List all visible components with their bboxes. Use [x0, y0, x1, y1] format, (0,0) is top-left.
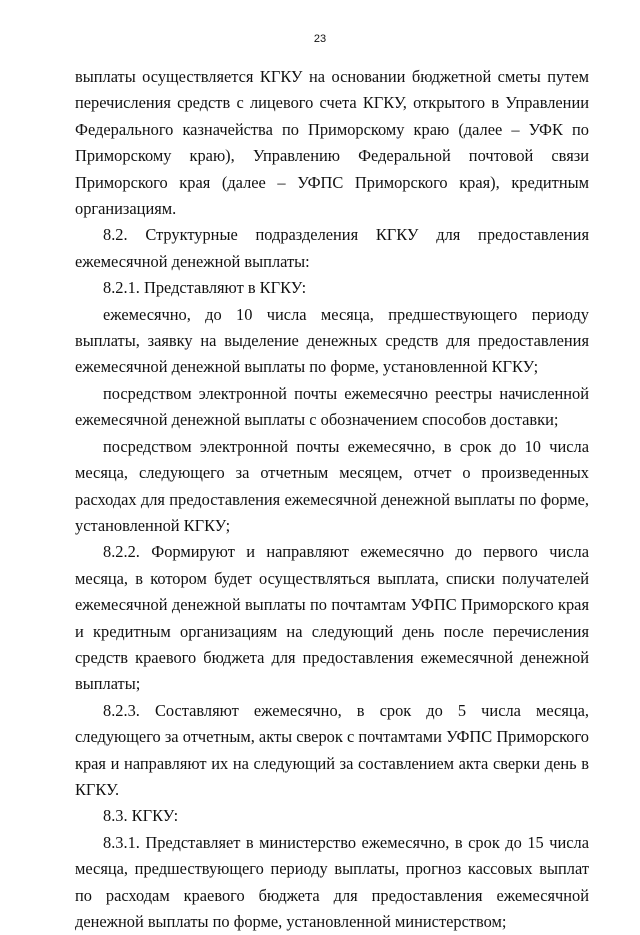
paragraph-monthly-request: ежемесячно, до 10 числа месяца, предшествующего периоду выплаты, заявку на выделение денежных средств для предоставления ежемесячной денежной выплаты по форме, установленной КГКУ; [75, 304, 589, 377]
paragraph-8-2-2: 8.2.2. Формируют и направляют ежемесячно до первого числа месяца, в котором будет осуществляться выплата, списки получателей ежемесячной денежной выплаты по почтамтам УФПС Приморского края и кредитным организациям на следующий день после перечисления средств краевого бюджета для предоставления ежемесячной денежной выплаты; [75, 542, 589, 694]
paragraph-continuation: выплаты осуществляется КГКУ на основании бюджетной сметы путем перечисления средств с лицевого счета КГКУ, открытого в Управлении Федерального казначейства по Приморскому краю (далее – УФК по Приморскому краю), Управлению Федеральной почтовой связи Приморского края (далее – УФПС Приморского края), кредитным организациям. [75, 67, 589, 219]
document-body [75, 64, 589, 935]
paragraph-8-2: 8.2. Структурные подразделения КГКУ для предоставления ежемесячной денежной выплаты: [75, 225, 589, 271]
paragraph-8-3: 8.3. КГКУ: [103, 806, 179, 826]
paragraph-8-2-3: 8.2.3. Составляют ежемесячно, в срок до 5 числа месяца, следующего за отчетным, акты сверок с почтамтами УФПС Приморского края и направляют их на следующий за составлением акта сверки день в КГКУ. [75, 700, 589, 799]
paragraph-email-report: посредством электронной почты ежемесячно, в срок до 10 числа месяца, следующего за отчетным месяцем, отчет о произведенных расходах для предоставления ежемесячной денежной выплаты по форме, установленной КГКУ; [75, 436, 589, 535]
paragraph-8-3-1: 8.3.1. Представляет в министерство ежемесячно, в срок до 15 числа месяца, предшествующего периоду выплаты, прогноз кассовых выплат по расходам краевого бюджета для предоставления ежемесячной денежной выплаты по форме, установленной министерством; [75, 832, 589, 931]
paragraph-8-2-1: 8.2.1. Представляют в КГКУ: [103, 278, 307, 298]
page-number: 23 [313, 33, 327, 45]
paragraph-email-registers: посредством электронной почты ежемесячно реестры начисленной ежемесячной денежной выплаты с обозначением способов доставки; [75, 383, 589, 430]
